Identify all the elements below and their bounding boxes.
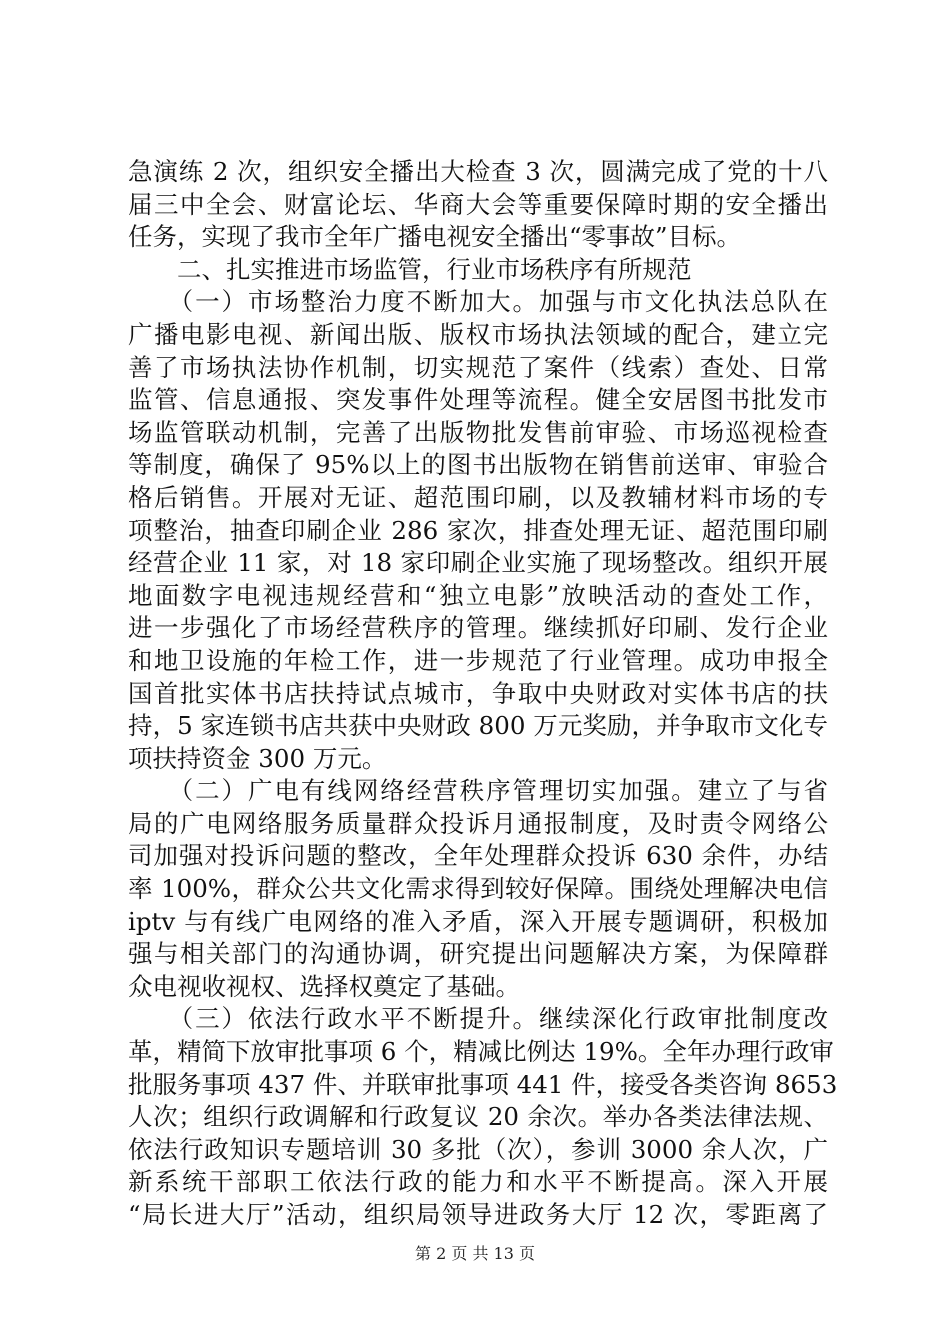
- text-line: 率 100%，群众公共文化需求得到较好保障。围绕处理解决电信: [128, 874, 828, 904]
- text-line: 依法行政知识专题培训 30 多批（次），参训 3000 余人次，广: [128, 1134, 828, 1164]
- text-line: 局的广电网络服务质量群众投诉月通报制度，及时责令网络公: [128, 808, 828, 838]
- text-line: 地面数字电视违规经营和“独立电影”放映活动的查处工作，: [128, 580, 828, 610]
- text-line: （二）广电有线网络经营秩序管理切实加强。建立了与省: [128, 776, 828, 806]
- body-text: [128, 156, 838, 1232]
- text-line: 项整治，抽查印刷企业 286 家次，排查处理无证、超范围印刷: [128, 515, 828, 545]
- text-line: 项扶持资金 300 万元。: [128, 743, 387, 773]
- text-line: 众电视收视权、选择权奠定了基础。: [128, 971, 520, 1001]
- text-line: 革，精简下放审批事项 6 个，精减比例达 19%。全年办理行政审: [128, 1037, 834, 1067]
- text-line: 场监管联动机制，完善了出版物批发售前审验、市场巡视检查: [128, 417, 828, 447]
- page-footer: 第 2 页 共 13 页: [415, 1244, 535, 1263]
- text-line: 等制度，确保了 95%以上的图书出版物在销售前送审、审验合: [128, 450, 828, 480]
- text-line: （一）市场整治力度不断加大。加强与市文化执法总队在: [128, 287, 828, 317]
- text-line: 批服务事项 437 件、并联审批事项 441 件，接受各类咨询 8653: [128, 1069, 838, 1099]
- text-line: 强与相关部门的沟通协调，研究提出问题解决方案，为保障群: [128, 939, 828, 969]
- text-line: 善了市场执法协作机制，切实规范了案件（线索）查处、日常: [128, 352, 828, 382]
- text-line: 任务，实现了我市全年广播电视安全播出“零事故”目标。: [128, 222, 742, 252]
- text-line: 新系统干部职工依法行政的能力和水平不断提高。深入开展: [128, 1167, 828, 1197]
- section-heading: 二、扎实推进市场监管，行业市场秩序有所规范: [128, 254, 692, 284]
- text-line: 格后销售。开展对无证、超范围印刷，以及教辅材料市场的专: [128, 482, 828, 512]
- text-line: （三）依法行政水平不断提升。继续深化行政审批制度改: [128, 1004, 828, 1034]
- text-line: 司加强对投诉问题的整改，全年处理群众投诉 630 余件，办结: [128, 841, 828, 871]
- text-line: 届三中全会、财富论坛、华商大会等重要保障时期的安全播出: [128, 189, 828, 219]
- text-line: 和地卫设施的年检工作，进一步规范了行业管理。成功申报全: [128, 645, 828, 675]
- text-line: 广播电影电视、新闻出版、版权市场执法领域的配合，建立完: [128, 319, 828, 349]
- text-line: “局长进大厅”活动，组织局领导进政务大厅 12 次，零距离了: [128, 1200, 828, 1229]
- text-line: 人次；组织行政调解和行政复议 20 余次。举办各类法律法规、: [128, 1102, 828, 1132]
- text-line: 国首批实体书店扶持试点城市，争取中央财政对实体书店的扶: [128, 678, 828, 708]
- text-line: 经营企业 11 家，对 18 家印刷企业实施了现场整改。组织开展: [128, 548, 828, 578]
- text-line: iptv 与有线广电网络的准入矛盾，深入开展专题调研，积极加: [128, 906, 828, 936]
- text-line: 进一步强化了市场经营秩序的管理。继续抓好印刷、发行企业: [128, 613, 828, 643]
- text-line: 持，5 家连锁书店共获中央财政 800 万元奖励，并争取市文化专: [128, 711, 828, 741]
- text-line: 急演练 2 次，组织安全播出大检查 3 次，圆满完成了党的十八: [128, 157, 828, 186]
- text-line: 监管、信息通报、突发事件处理等流程。健全安居图书批发市: [128, 385, 828, 415]
